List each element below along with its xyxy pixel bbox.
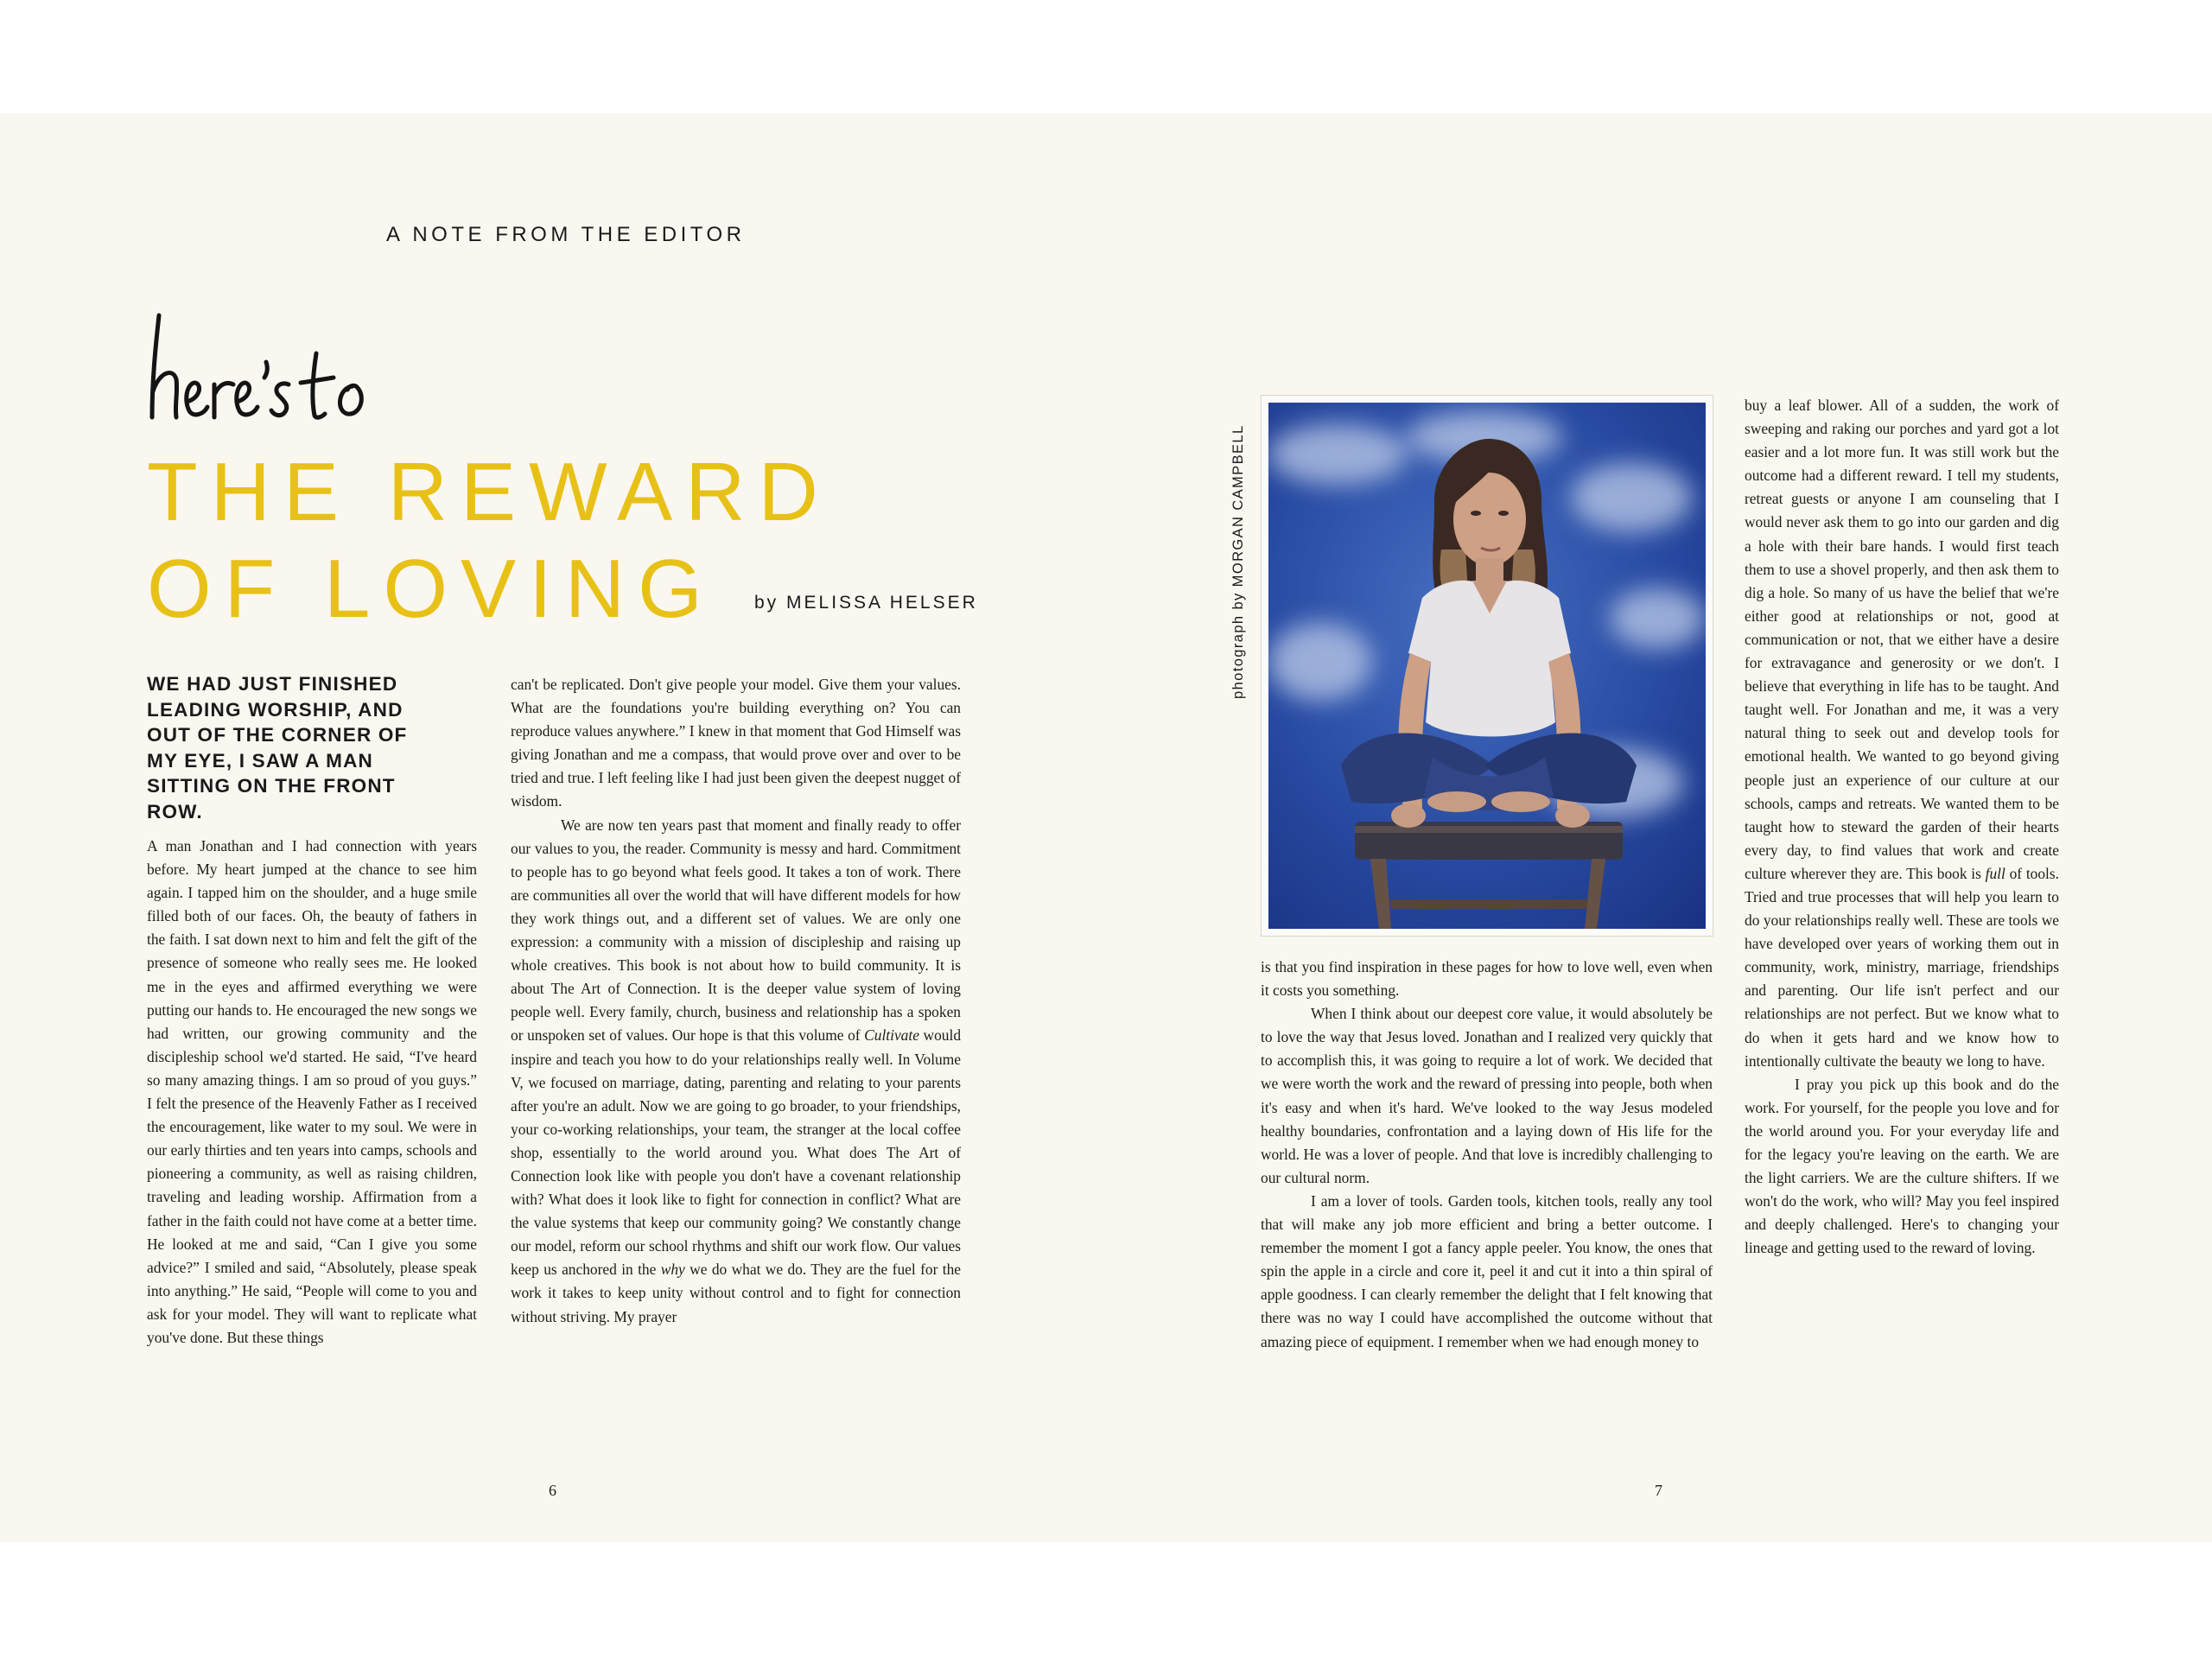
left-page bbox=[0, 113, 1106, 1542]
photo-frame bbox=[1261, 395, 1713, 937]
article-title bbox=[147, 444, 831, 638]
title-line-1: THE REWARD bbox=[147, 446, 831, 538]
text-run: would inspire and teach you how to do your relationships really well. In Volume V, we focused on marriage, dating, parenting and relating to your parents after you're an adult. Now we are going to go broader, to your friendships, your co-working relationships, your team, the stranger at the local coffee shop, essentially to the world around you. What does The Art of Connection look like with people you don't have a covenant relationship with? What does it look like to fight for connection in conflict? What are the value systems that keep our community going? We constantly change our model, reform our school rhythms and shift our work flow. Our values keep us anchored in the bbox=[511, 1026, 962, 1279]
paragraph: can't be replicated. Don't give people your model. Give them your values. What are the foundations you're building everything on? You can reproduce values anywhere.” I knew in that moment that God Himself was giving Jonathan and me a compass, that would prove over and over to be tried and true. I left feeling like I had just been given the deepest nugget of wisdom. bbox=[511, 676, 961, 810]
text-run: of tools. Tried and true processes that will help you learn to do your relationships really well. These are tools we have developed over years of working them out in community, work, ministry, marriage, friendships and parenting. Our life isn't perfect and our relationships are not perfect. But we know what to do when it gets hard and we know how to intentionally cultivate the beauty we long to have. bbox=[1745, 864, 2059, 1070]
paragraph bbox=[511, 814, 961, 1329]
byline: by MELISSA HELSER bbox=[754, 593, 978, 613]
portrait-photo bbox=[1268, 403, 1706, 929]
italic-word: why bbox=[660, 1261, 685, 1279]
paragraph: I pray you pick up this book and do the work. For yourself, for the people you love and for the world around you. For your everyday life and for the legacy you're leaving on the earth. We are the light carriers. We are the culture shifters. If we won't do the work, who will? May you feel inspired and deeply challenged. Here's to changing your lineage and getting used to the reward of loving. bbox=[1745, 1075, 2059, 1257]
title-line-2: OF LOVING bbox=[147, 543, 715, 635]
italic-word: full bbox=[1985, 864, 2005, 882]
text-run: We are now ten years past that moment and finally ready to offer our values to you, the reader. Community is messy and hard. Commitment to people has to go beyond what feels good. It takes a ton of work. There are communities all over the world that will have different models for how they work things out, and a different set of values. We are only one expression: a community with a mission of discipleship and raising up whole creatives. This book is not about how to build community. It is about The Art of Connection. It is the deeper value system of loving people well. Every family, church, business and relationship has a spoken or unspoken set of values. Our hope is that this volume of bbox=[511, 816, 961, 1045]
script-title-here-s-to bbox=[147, 312, 406, 433]
magazine-spread bbox=[0, 113, 2212, 1542]
body-column-1 bbox=[147, 835, 477, 1350]
page-number: 7 bbox=[1655, 1482, 1662, 1499]
section-kicker: A NOTE FROM THE EDITOR bbox=[386, 223, 746, 246]
paragraph: is that you find inspiration in these pages for how to love well, even when it costs you something. bbox=[1261, 958, 1713, 1000]
lede: WE HAD JUST FINISHED LEADING WORSHIP, AND OUT OF THE CORNER OF MY EYE, I SAW A MAN SITTING ON THE FRONT ROW. bbox=[147, 673, 408, 823]
italic-title: Cultivate bbox=[864, 1026, 919, 1045]
paragraph: I am a lover of tools. Garden tools, kitchen tools, really any tool that will make any job more efficient and bring a better outcome. I remember the moment I got a fancy apple peeler. You know, the ones that spin the apple in a circle and core it, peel it and cut it into a thin spiral of apple goodness. I can clearly remember the delight that I felt knowing that there was no way I could have accomplished the outcome without that amazing piece of equipment. I remember when we had enough money to bbox=[1261, 1191, 1713, 1350]
text-run: buy a leaf blower. All of a sudden, the work of sweeping and raking our porches and yard got a lot easier and a lot more fun. It was still work but the outcome had a different reward. I tell my students, retreat guests or anyone I am counseling that I would never ask them to go into our garden and dig a hole with their bare hands. I would first teach them to use a shovel properly, and then ask them to dig a hole. So many of us have the belief that we're either good at relationships or not, good at communication or not, that we either have a desire for extravagance and generosity or we don't. I believe that everything in life has to be taught. And taught well. For Jonathan and me, it was a very natural thing to seek out and develop tools for emotional health. We wanted to go beyond giving people just an experience of our culture at our schools, camps and retreats. We wanted them to be taught how to steward the garden of their hearts every day, to find values that work and create culture wherever they are. This book is bbox=[1745, 397, 2059, 882]
body-column-4 bbox=[1745, 394, 2059, 1260]
paragraph: When I think about our deepest core value, it would absolutely be to love the way that Jesus loved. Jonathan and I realized very quickly that to accomplish this, it was going to require a lot of work. We decided that we were worth the work and the reward of pressing into people, both when it's easy and when it's hard. We've looked to the way Jesus modeled healthy boundaries, confrontation and a laying down of His life for the world. He was a lover of people. And that love is incredibly challenging to our cultural norm. bbox=[1261, 1005, 1713, 1186]
text-run: we do what we do. They are the fuel for the work it takes to keep unity without control and to fight for connection without striving. My prayer bbox=[511, 1261, 961, 1325]
body-column-2 bbox=[511, 673, 961, 1329]
page-number: 6 bbox=[549, 1482, 556, 1499]
paragraph: A man Jonathan and I had connection with years before. My heart jumped at the chance to see him again. I tapped him on the shoulder, and a huge smile filled both of our faces. Oh, the beauty of fathers in the faith. I sat down next to him and felt the gift of the presence of someone who really sees me. He looked me in the eyes and affirmed everything we were putting our hands to. He encouraged the new songs we had written, our growing community and the discipleship school we'd started. He said, “I've heard so many amazing things. I am so proud of you guys.” I felt the presence of the Heavenly Father as I received the encouragement, like water to my soul. We were in our early thirties and ten years into camps, schools and pioneering a community, as well as raising children, traveling and leading worship. Affirmation from a father in the faith could not have come at a better time. He looked at me and said, “Can I give you some advice?” I smiled and said, “Absolutely, please speak into anything.” He said, “People will come to you and ask for your model. They will want to replicate what you've done. But these things bbox=[147, 837, 477, 1346]
body-column-3 bbox=[1261, 956, 1713, 1354]
photo-credit: photograph by MORGAN CAMPBELL bbox=[1230, 424, 1246, 699]
paragraph bbox=[1745, 394, 2059, 1073]
